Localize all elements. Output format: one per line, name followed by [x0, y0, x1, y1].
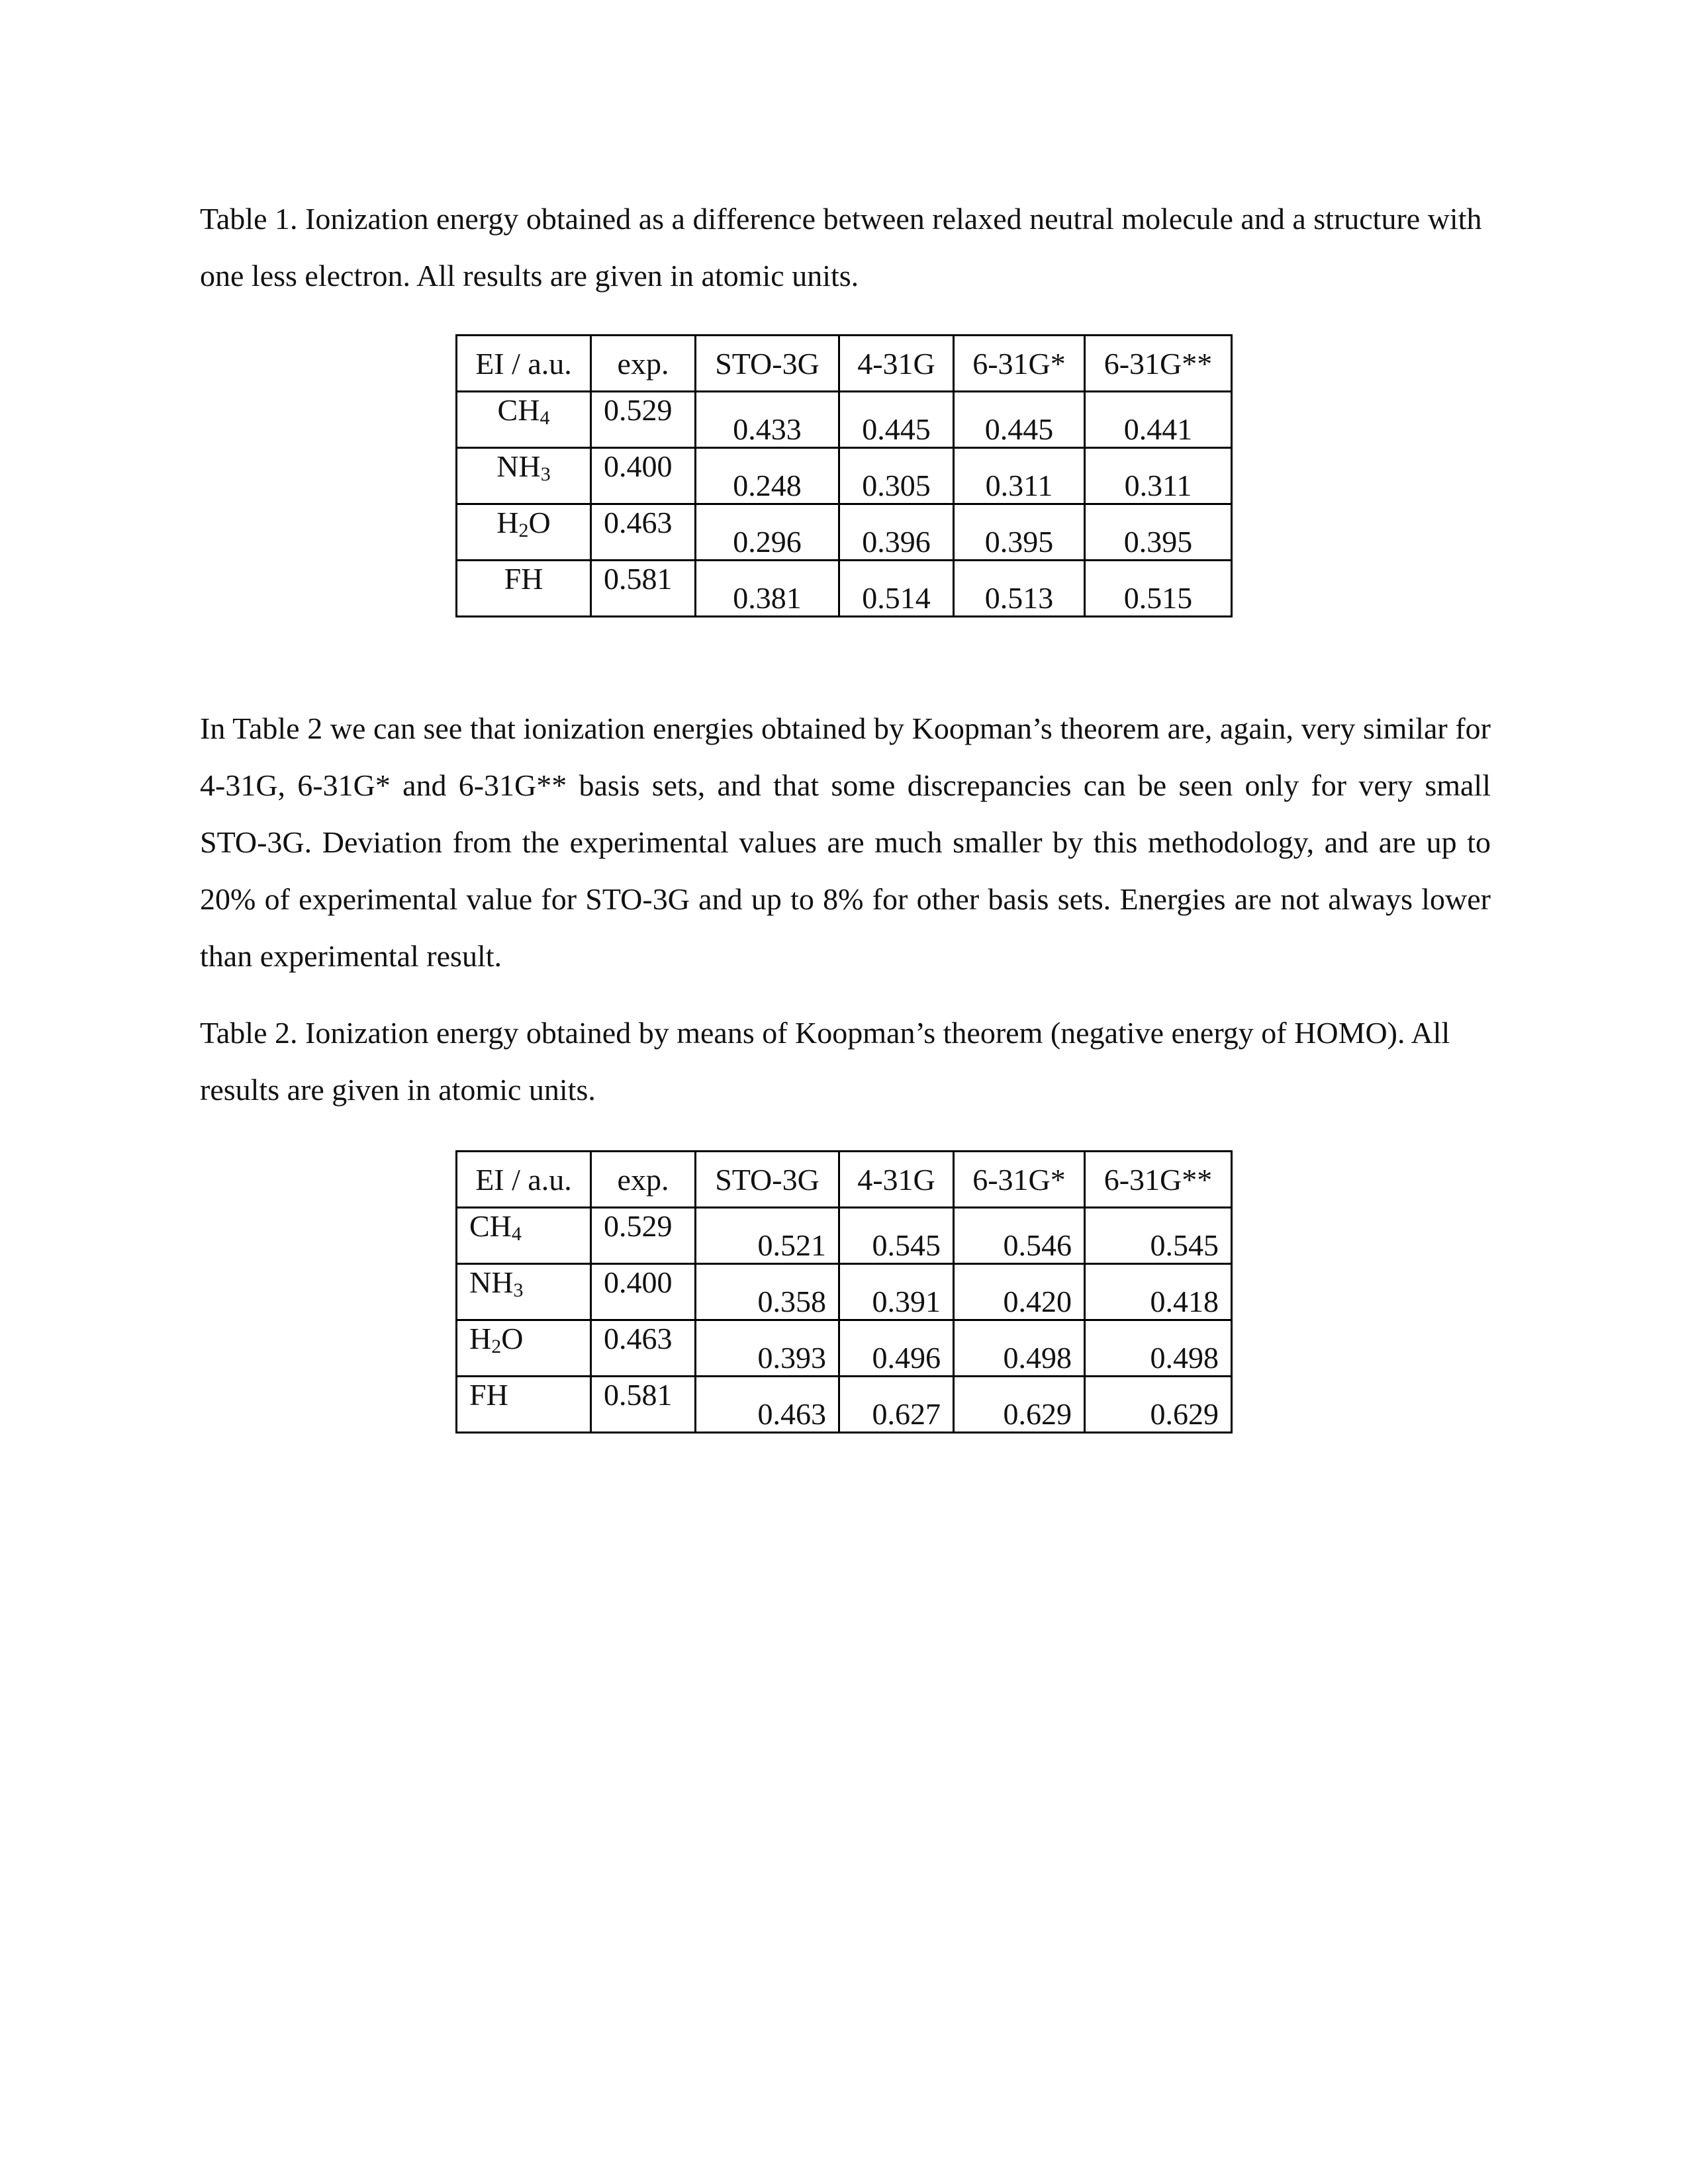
exp-value: 0.463 — [591, 504, 696, 561]
table-cell: 0.420 — [954, 1264, 1085, 1320]
table2-header-ei: EI / a.u. — [457, 1152, 591, 1208]
molecule-label: FH — [457, 561, 591, 617]
table1-header-631gss: 6-31G** — [1085, 336, 1232, 392]
body-paragraph: In Table 2 we can see that ionization energies obtained by Koopman’s theorem are, again, very similar for 4-31G, 6-31G* and 6-31G** basis sets, and that some discrepancies can be seen only for very small STO-3G. Deviation from the experimental values are much smaller by this methodology, and are up to 20% of experimental value for STO-3G and up to 8% for other basis sets. Energies are not always lower than experimental result. — [200, 711, 1491, 973]
table-row — [457, 561, 1232, 617]
table-cell: 0.627 — [839, 1377, 954, 1433]
table-cell: 0.396 — [839, 504, 954, 561]
exp-value: 0.581 — [591, 561, 696, 617]
molecule-label: $H_2O$ — [457, 504, 591, 561]
molecule-label: $NH_3$ — [457, 1264, 591, 1320]
table-cell: 0.629 — [954, 1377, 1085, 1433]
exp-value: 0.400 — [591, 448, 696, 504]
table-cell: 0.513 — [954, 561, 1085, 617]
table-row — [457, 392, 1232, 448]
table1-header-sto3g: STO-3G — [696, 336, 839, 392]
table1-header-431g: 4-31G — [839, 336, 954, 392]
molecule-label: $NH_3$ — [457, 448, 591, 504]
table2-header-431g: 4-31G — [839, 1152, 954, 1208]
molecule-label: $CH_4$ — [457, 392, 591, 448]
table-cell: 0.381 — [696, 561, 839, 617]
molecule-label: $H_2O$ — [457, 1320, 591, 1377]
table-cell: 0.445 — [839, 392, 954, 448]
table-cell: 0.311 — [954, 448, 1085, 504]
table1-header-row — [457, 336, 1232, 392]
table-cell: 0.629 — [1085, 1377, 1232, 1433]
table-cell: 0.358 — [696, 1264, 839, 1320]
table1-header-exp: exp. — [591, 336, 696, 392]
table2-caption: Table 2. Ionization energy obtained by means of Koopman’s theorem (negative energy of HOMO). All results are given in atomic units. — [200, 1016, 1450, 1107]
table-cell: 0.395 — [1085, 504, 1232, 561]
table-cell: 0.498 — [1085, 1320, 1232, 1377]
table-cell: 0.498 — [954, 1320, 1085, 1377]
table-cell: 0.463 — [696, 1377, 839, 1433]
exp-value: 0.400 — [591, 1264, 696, 1320]
table2 — [455, 1150, 1233, 1433]
table1-caption: Table 1. Ionization energy obtained as a difference between relaxed neutral molecule and a structure with one less electron. All results are given in atomic units. — [200, 202, 1482, 293]
table-cell: 0.393 — [696, 1320, 839, 1377]
table-row — [457, 504, 1232, 561]
table2-header-exp: exp. — [591, 1152, 696, 1208]
table-cell: 0.418 — [1085, 1264, 1232, 1320]
table-cell: 0.248 — [696, 448, 839, 504]
table-cell: 0.296 — [696, 504, 839, 561]
table1 — [455, 334, 1233, 617]
table-row — [457, 1264, 1232, 1320]
table2-header-row — [457, 1152, 1232, 1208]
table-cell: 0.441 — [1085, 392, 1232, 448]
table-cell: 0.391 — [839, 1264, 954, 1320]
molecule-label: FH — [457, 1377, 591, 1433]
table-cell: 0.521 — [696, 1208, 839, 1264]
molecule-label: $CH_4$ — [457, 1208, 591, 1264]
table2-header-631gs: 6-31G* — [954, 1152, 1085, 1208]
table1-header-ei: EI / a.u. — [457, 336, 591, 392]
table-cell: 0.546 — [954, 1208, 1085, 1264]
table1-header-631gs: 6-31G* — [954, 336, 1085, 392]
exp-value: 0.529 — [591, 392, 696, 448]
exp-value: 0.581 — [591, 1377, 696, 1433]
table-row — [457, 1320, 1232, 1377]
table-cell: 0.305 — [839, 448, 954, 504]
table-cell: 0.311 — [1085, 448, 1232, 504]
table-cell: 0.545 — [839, 1208, 954, 1264]
table-cell: 0.433 — [696, 392, 839, 448]
table-cell: 0.395 — [954, 504, 1085, 561]
table-cell: 0.514 — [839, 561, 954, 617]
table-cell: 0.515 — [1085, 561, 1232, 617]
table-row — [457, 1208, 1232, 1264]
table2-header-631gss: 6-31G** — [1085, 1152, 1232, 1208]
exp-value: 0.529 — [591, 1208, 696, 1264]
exp-value: 0.463 — [591, 1320, 696, 1377]
table2-header-sto3g: STO-3G — [696, 1152, 839, 1208]
table-cell: 0.445 — [954, 392, 1085, 448]
table-cell: 0.496 — [839, 1320, 954, 1377]
table-cell: 0.545 — [1085, 1208, 1232, 1264]
table-row — [457, 448, 1232, 504]
table-row — [457, 1377, 1232, 1433]
